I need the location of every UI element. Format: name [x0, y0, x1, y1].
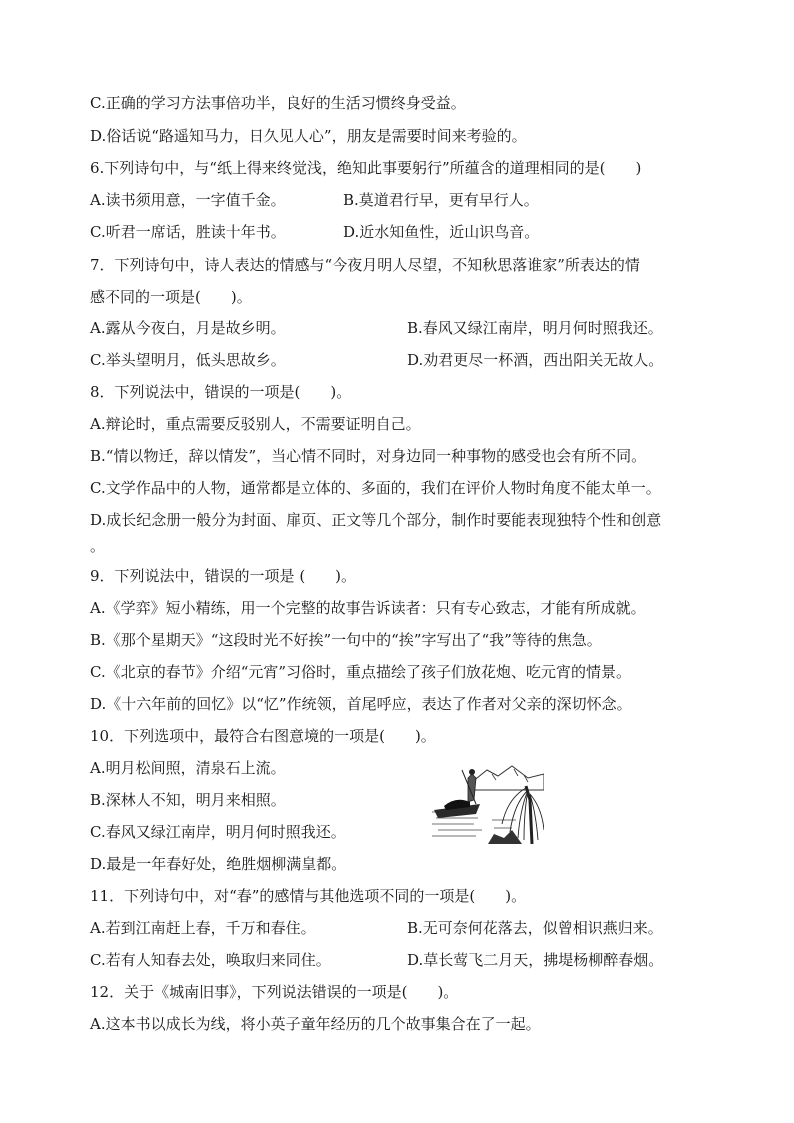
- q7-option-d: D.劝君更尽一杯酒，西出阳关无故人。: [407, 351, 664, 369]
- q9-option-a: A.《学弈》短小精练，用一个完整的故事告诉读者：只有专心致志，才能有所成就。: [90, 599, 646, 617]
- q11-option-a: A.若到江南赶上春，千万和春住。: [90, 919, 316, 937]
- q10-option-c: C.春风又绿江南岸，明月何时照我还。: [90, 823, 346, 841]
- q5-option-c: C.正确的学习方法事倍功半，良好的生活习惯终身受益。: [90, 94, 466, 112]
- q7-option-a: A.露从今夜白，月是故乡明。: [90, 319, 286, 337]
- q9-stem: 9．下列说法中，错误的一项是 ( )。: [90, 567, 357, 585]
- q6-option-c: C.听君一席话，胜读十年书。: [90, 223, 286, 241]
- q6-stem: 6.下列诗句中，与“纸上得来终觉浅，绝知此事要躬行”所蕴含的道理相同的是( ): [90, 159, 642, 177]
- q11-option-c: C.若有人知春去处，唤取归来同住。: [90, 951, 331, 969]
- q12-stem: 12．关于《城南旧事》，下列说法错误的一项是( )。: [90, 983, 459, 1001]
- q11-option-d: D.草长莺飞二月天，拂堤杨柳醉春烟。: [407, 951, 664, 969]
- q9-option-b: B.《那个星期天》“这段时光不好挨”一句中的“挨”字写出了“我”等待的焦急。: [90, 631, 602, 649]
- q6-option-b: B.莫道君行早，更有早行人。: [343, 191, 539, 209]
- q12-option-a: A.这本书以成长为线，将小英子童年经历的几个故事集合在了一起。: [90, 1015, 541, 1033]
- q10-option-d: D.最是一年春好处，绝胜烟柳满皇都。: [90, 855, 347, 873]
- q9-option-d: D.《十六年前的回忆》以“忆”作统领，首尾呼应，表达了作者对父亲的深切怀念。: [90, 695, 632, 713]
- q11-stem: 11．下列诗句中，对“春”的感情与其他选项不同的一项是( )。: [90, 887, 527, 905]
- q7-option-b: B.春风又绿江南岸，明月何时照我还。: [407, 319, 663, 337]
- q10-stem: 10．下列选项中，最符合右图意境的一项是( )。: [90, 727, 436, 745]
- q8-stem: 8．下列说法中，错误的一项是( )。: [90, 383, 352, 401]
- q8-option-d-tail: 。: [90, 537, 106, 555]
- q10-option-a: A.明月松间照，清泉石上流。: [90, 759, 286, 777]
- q8-option-a: A.辩论时，重点需要反驳别人，不需要证明自己。: [90, 415, 421, 433]
- q6-option-a: A.读书须用意，一字值千金。: [90, 191, 286, 209]
- q7-stem-line2: 感不同的一项是( )。: [90, 288, 252, 306]
- landscape-illustration: [432, 760, 544, 844]
- q10-option-b: B.深林人不知，明月来相照。: [90, 791, 286, 809]
- q6-option-d: D.近水知鱼性，近山识鸟音。: [343, 223, 540, 241]
- q8-option-d: D.成长纪念册一般分为封面、扉页、正文等几个部分，制作时要能表现独特个性和创意: [90, 511, 662, 529]
- q8-option-b: B.“情以物迁，辞以情发”，当心情不同时，对身边同一种事物的感受也会有所不同。: [90, 447, 647, 465]
- q9-option-c: C.《北京的春节》介绍“元宵”习俗时，重点描绘了孩子们放花炮、吃元宵的情景。: [90, 663, 632, 681]
- q8-option-c: C.文学作品中的人物，通常都是立体的、多面的，我们在评价人物时角度不能太单一。: [90, 479, 661, 497]
- q7-option-c: C.举头望明月，低头思故乡。: [90, 351, 286, 369]
- q7-stem-line1: 7．下列诗句中，诗人表达的情感与“今夜月明人尽望，不知秋思落谁家”所表达的情: [90, 256, 640, 274]
- q5-option-d: D.俗话说“路遥知马力，日久见人心”，朋友是需要时间来考验的。: [90, 127, 527, 145]
- q11-option-b: B.无可奈何花落去，似曾相识燕归来。: [407, 919, 663, 937]
